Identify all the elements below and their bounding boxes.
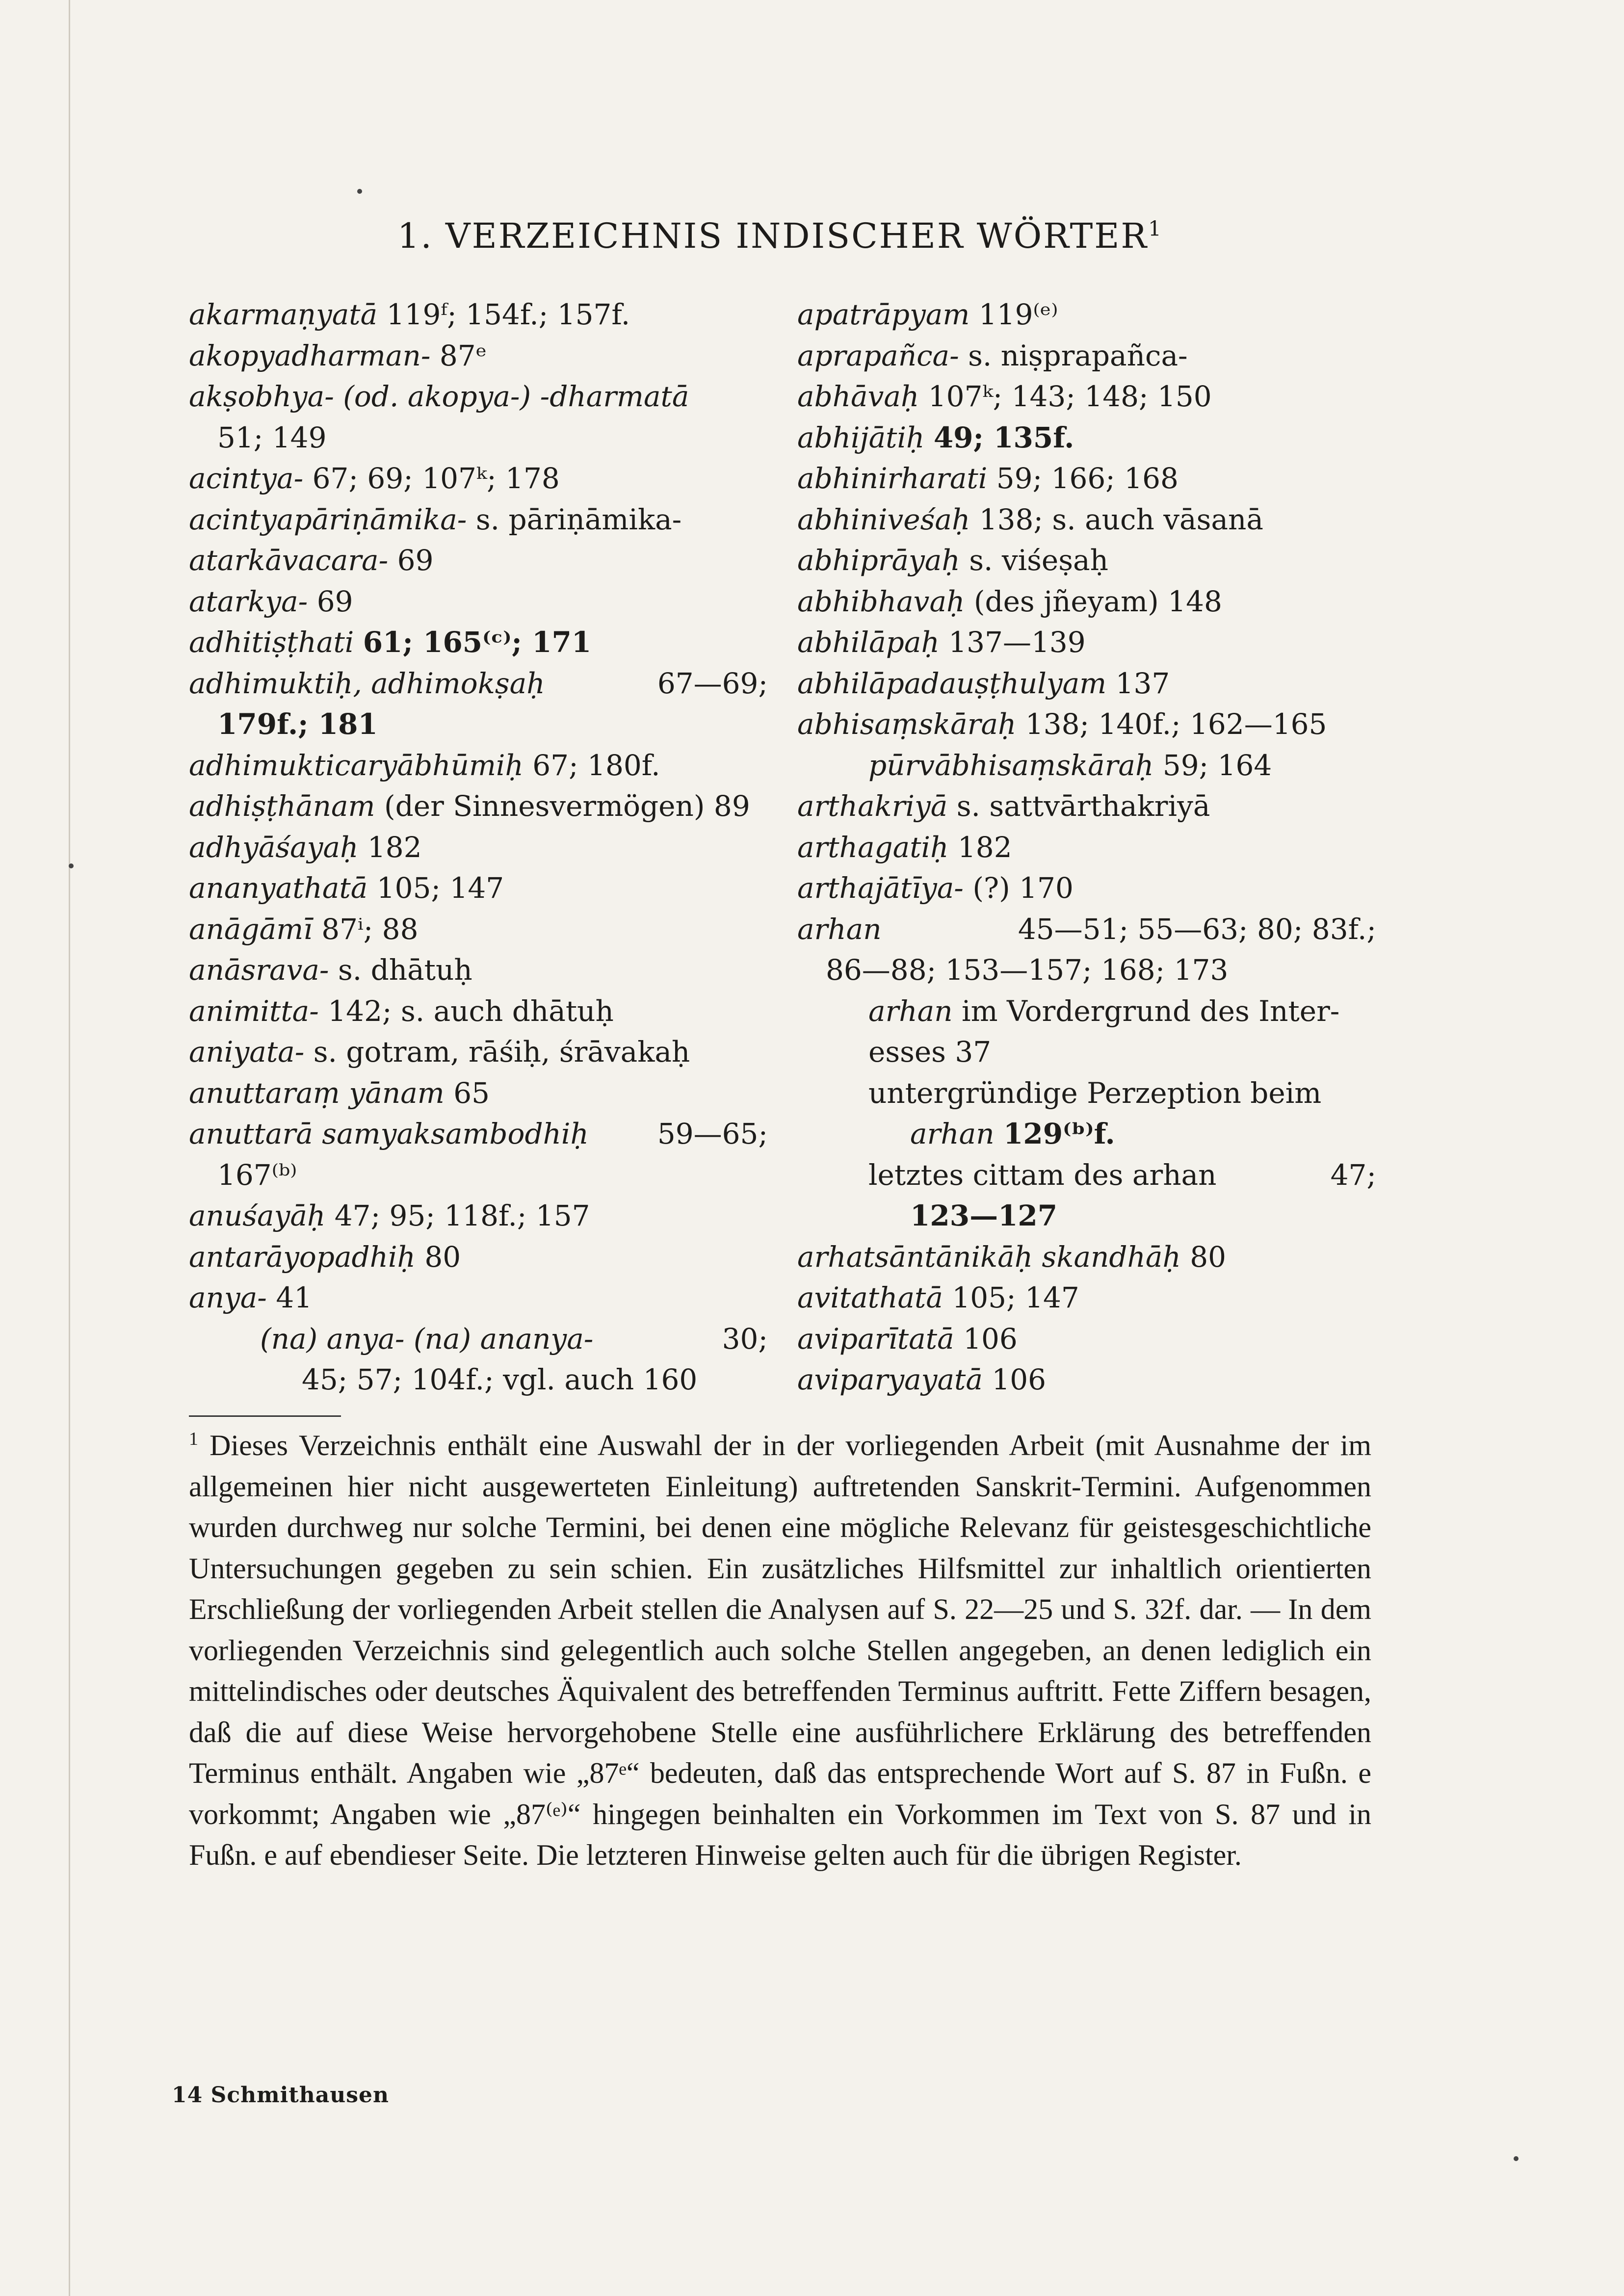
index-entry xyxy=(189,1114,768,1155)
index-entry xyxy=(797,786,1376,827)
entry-refs: 87ⁱ; 88 xyxy=(321,912,419,946)
index-entry xyxy=(189,991,768,1032)
entry-refs: 105; 147 xyxy=(376,871,504,905)
entry-term: anuttarā samyaksambodhiḥ xyxy=(189,1117,589,1150)
index-entry xyxy=(189,336,768,377)
index-entry xyxy=(797,704,1376,745)
index-entry xyxy=(797,868,1376,909)
entry-term: arhan xyxy=(910,1117,995,1150)
index-entry xyxy=(189,622,768,663)
entry-refs: esses 37 xyxy=(868,1035,992,1069)
entry-refs: 106 xyxy=(992,1363,1047,1396)
index-entry xyxy=(189,745,768,786)
index-entry xyxy=(797,1359,1376,1401)
index-heading xyxy=(397,216,1281,256)
speck-mark xyxy=(357,189,362,194)
index-entry-continued xyxy=(189,1359,768,1401)
index-entry xyxy=(189,499,768,541)
entry-term: abhibhavaḥ xyxy=(797,584,965,618)
entry-term: anya- xyxy=(189,1281,267,1314)
index-entry xyxy=(797,1319,1376,1360)
entry-refs: 61; 165⁽ᶜ⁾; 171 xyxy=(363,626,592,659)
entry-term: animitta- xyxy=(189,994,319,1028)
entry-refs: 123—127 xyxy=(910,1199,1058,1232)
footnote-mark: 1 xyxy=(189,1429,198,1449)
index-entry xyxy=(189,1073,768,1114)
printer-signature: 14 Schmithausen xyxy=(172,2083,389,2108)
index-entry xyxy=(797,376,1376,417)
entry-refs: 142; s. auch dhātuḥ xyxy=(328,994,614,1028)
index-entry xyxy=(797,499,1376,541)
entry-term: abhilāpaḥ xyxy=(797,626,940,659)
entry-term: arthajātīya- xyxy=(797,871,964,905)
index-subentry xyxy=(797,745,1376,786)
entry-refs: 69 xyxy=(397,544,434,577)
entry-refs: (?) 170 xyxy=(972,871,1074,905)
entry-term: adhyāśayaḥ xyxy=(189,830,359,864)
page-edge-line xyxy=(69,0,70,2296)
entry-refs: im Vordergrund des Inter- xyxy=(962,994,1340,1028)
entry-refs: 179f.; 181 xyxy=(217,707,378,741)
index-heading-text: 1. VERZEICHNIS INDISCHER WÖRTER xyxy=(397,216,1149,256)
entry-refs: 67—69; xyxy=(657,666,768,700)
entry-term: arhatsāntānikāḥ skandhāḥ xyxy=(797,1240,1181,1274)
index-subentry xyxy=(189,1319,768,1360)
entry-term: avitathatā xyxy=(797,1281,943,1314)
footnote-text: Dieses Verzeichnis enthält eine Auswahl der in der vorliegenden Arbeit (mit Ausnahme der im allgemeinen hier nicht ausgewerteten Einleitung) auftretenden Sanskrit-Termini. Aufgenommen wurden durchweg nur solche Termini, bei denen eine mögliche Relevanz für geistesgeschichtliche Untersuchungen gegeben zu sein schien. Ein zusätzliches Hilfsmittel zur inhaltlich orientierten Erschließung der vorliegenden Arbeit stellen die Analysen auf S. 22—25 und S. 32f. dar. — In dem vorliegenden Verzeichnis sind gelegentlich auch solche Stellen angegeben, an denen lediglich ein mittelindisches oder deutsches Äquivalent des betreffenden Terminus auftritt. Fette Ziffern besagen, daß die auf diese Weise hervorgehobene Stelle eine ausführlichere Erklärung des betreffenden Terminus enthält. Angaben wie „87ᵉ“ bedeuten, daß das entsprechende Wort auf S. 87 in Fußn. e vorkommt; Angaben wie „87⁽ᵉ⁾“ hingegen beinhalten ein Vorkommen im Text von S. 87 und in Fußn. e auf ebendieser Seite. Die letzteren Hinweise gelten auch für die übrigen Register. xyxy=(189,1429,1372,1871)
entry-refs: 67; 69; 107ᵏ; 178 xyxy=(312,462,560,495)
entry-refs: s. viśeṣaḥ xyxy=(969,544,1108,577)
entry-term: akṣobhya- (od. akopya-) -dharmatā xyxy=(189,380,689,413)
entry-refs: 137—139 xyxy=(948,626,1086,659)
entry-refs: 67; 180f. xyxy=(532,748,660,782)
entry-term: abhisaṃskāraḥ xyxy=(797,707,1017,741)
entry-term: anāgāmī xyxy=(189,912,313,946)
entry-term: abhilāpadauṣṭhulyam xyxy=(797,666,1107,700)
entry-refs: s. sattvārthakriyā xyxy=(956,789,1210,823)
footnote-ref: 1 xyxy=(1148,216,1163,241)
right-column xyxy=(797,294,1376,1401)
entry-term: abhiniveśaḥ xyxy=(797,502,970,536)
entry-refs: 86—88; 153—157; 168; 173 xyxy=(826,953,1229,987)
entry-refs: 107ᵏ; 143; 148; 150 xyxy=(928,380,1212,413)
entry-refs: 51; 149 xyxy=(217,420,327,454)
entry-term: (na) anya- (na) ananya- xyxy=(260,1322,594,1356)
index-entry xyxy=(189,458,768,499)
entry-refs: 59; 164 xyxy=(1162,748,1272,782)
entry-term: abhāvaḥ xyxy=(797,380,919,413)
entry-refs: 47; xyxy=(1330,1158,1376,1192)
entry-term: aprapañca- xyxy=(797,339,959,372)
index-entry xyxy=(189,909,768,950)
entry-term: arthagatiḥ xyxy=(797,830,949,864)
entry-refs: 80 xyxy=(1190,1240,1227,1274)
left-column xyxy=(189,294,768,1401)
entry-term: adhitiṣṭhati xyxy=(189,626,354,659)
entry-term: aviparyayatā xyxy=(797,1363,983,1396)
entry-refs: s. gotram, rāśiḥ, śrāvakaḥ xyxy=(313,1035,690,1069)
entry-refs: s. pāriṇāmika- xyxy=(475,502,682,536)
entry-term: abhiprāyaḥ xyxy=(797,544,960,577)
index-entry xyxy=(189,376,768,417)
index-entry-continued xyxy=(189,417,768,459)
index-entry xyxy=(189,868,768,909)
index-entry-continued xyxy=(797,950,1376,991)
index-entry xyxy=(797,540,1376,581)
entry-term: letztes cittam des arhan xyxy=(868,1158,1217,1192)
entry-refs: 49; 135f. xyxy=(933,420,1074,454)
index-subentry xyxy=(797,991,1376,1032)
index-entry xyxy=(189,786,768,827)
index-entry xyxy=(189,827,768,868)
entry-refs: 69 xyxy=(316,584,353,618)
entry-refs: 167⁽ᵇ⁾ xyxy=(217,1158,297,1192)
entry-term: arthakriyā xyxy=(797,789,948,823)
entry-refs: 182 xyxy=(957,830,1012,864)
entry-refs: 119ᶠ; 154f.; 157f. xyxy=(386,298,630,331)
entry-refs: s. dhātuḥ xyxy=(338,953,472,987)
index-entry-continued xyxy=(797,1196,1376,1237)
entry-refs: (der Sinnesvermögen) 89 xyxy=(384,789,750,823)
speck-mark xyxy=(1514,2156,1519,2161)
entry-term: adhimukticaryābhūmiḥ xyxy=(189,748,524,782)
index-entry xyxy=(189,1237,768,1278)
entry-refs: 137 xyxy=(1115,666,1170,700)
entry-refs: s. niṣprapañca- xyxy=(968,339,1188,372)
entry-term: anuśayāḥ xyxy=(189,1199,326,1232)
entry-refs: 138; 140f.; 162—165 xyxy=(1025,707,1327,741)
entry-term: arhan xyxy=(868,994,953,1028)
entry-refs: 105; 147 xyxy=(952,1281,1079,1314)
entry-refs: 106 xyxy=(963,1322,1018,1356)
index-entry xyxy=(797,1278,1376,1319)
index-entry-continued xyxy=(797,1032,1376,1073)
entry-refs: 45—51; 55—63; 80; 83f.; xyxy=(1018,912,1376,946)
entry-refs: 65 xyxy=(453,1076,490,1110)
entry-term: pūrvābhisaṃskāraḥ xyxy=(868,748,1154,782)
entry-term: adhimuktiḥ, adhimokṣaḥ xyxy=(189,666,545,700)
entry-refs: (des jñeyam) 148 xyxy=(973,584,1222,618)
entry-term: apatrāpyam xyxy=(797,298,970,331)
entry-term: anāsrava- xyxy=(189,953,329,987)
entry-refs: 45; 57; 104f.; vgl. auch 160 xyxy=(302,1363,698,1396)
entry-refs: 182 xyxy=(367,830,422,864)
entry-refs: 59—65; xyxy=(657,1117,768,1150)
index-entry-continued xyxy=(189,704,768,745)
entry-term: atarkāvacara- xyxy=(189,544,389,577)
entry-refs: 119⁽ᵉ⁾ xyxy=(978,298,1058,331)
entry-term: antarāyopadhiḥ xyxy=(189,1240,416,1274)
index-entry-continued xyxy=(797,1114,1376,1155)
entry-refs: 129⁽ᵇ⁾f. xyxy=(1003,1117,1115,1150)
footnote xyxy=(189,1425,1371,1876)
index-entry xyxy=(797,827,1376,868)
entry-term: untergründige Perzeption beim xyxy=(868,1076,1322,1110)
index-entry xyxy=(189,1196,768,1237)
entry-refs: 87ᵉ xyxy=(439,339,487,372)
entry-refs: 80 xyxy=(424,1240,461,1274)
index-entry xyxy=(797,909,1376,950)
entry-term: arhan xyxy=(797,912,882,946)
index-entry xyxy=(189,1032,768,1073)
index-entry xyxy=(797,581,1376,623)
entry-term: aniyata- xyxy=(189,1035,305,1069)
entry-term: akarmaṇyatā xyxy=(189,298,378,331)
index-entry xyxy=(189,663,768,704)
entry-refs: 59; 166; 168 xyxy=(996,462,1179,495)
index-entry xyxy=(189,540,768,581)
entry-term: aviparītatā xyxy=(797,1322,954,1356)
footnote-divider xyxy=(189,1415,341,1417)
index-entry-continued xyxy=(189,1155,768,1196)
index-entry xyxy=(797,663,1376,704)
index-entry xyxy=(797,294,1376,336)
entry-term: abhijātiḥ xyxy=(797,420,925,454)
index-entry xyxy=(189,581,768,623)
entry-term: atarkya- xyxy=(189,584,308,618)
entry-term: acintyapāriṇāmika- xyxy=(189,502,467,536)
entry-refs: 47; 95; 118f.; 157 xyxy=(334,1199,590,1232)
entry-term: abhinirharati xyxy=(797,462,988,495)
index-entry xyxy=(797,1237,1376,1278)
entry-term: akopyadharman- xyxy=(189,339,431,372)
index-subentry xyxy=(797,1073,1376,1114)
index-entry xyxy=(797,417,1376,459)
index-entry xyxy=(797,336,1376,377)
index-entry xyxy=(189,950,768,991)
entry-term: adhiṣṭhānam xyxy=(189,789,375,823)
index-entry xyxy=(189,1278,768,1319)
entry-refs: 30; xyxy=(722,1322,768,1356)
entry-term: ananyathatā xyxy=(189,871,368,905)
entry-refs: 138; s. auch vāsanā xyxy=(979,502,1263,536)
speck-mark xyxy=(69,863,74,868)
index-entry xyxy=(797,622,1376,663)
entry-term: acintya- xyxy=(189,462,304,495)
index-entry xyxy=(797,458,1376,499)
entry-term: anuttaraṃ yānam xyxy=(189,1076,445,1110)
index-entry xyxy=(189,294,768,336)
entry-refs: 41 xyxy=(276,1281,313,1314)
index-subentry xyxy=(797,1155,1376,1196)
